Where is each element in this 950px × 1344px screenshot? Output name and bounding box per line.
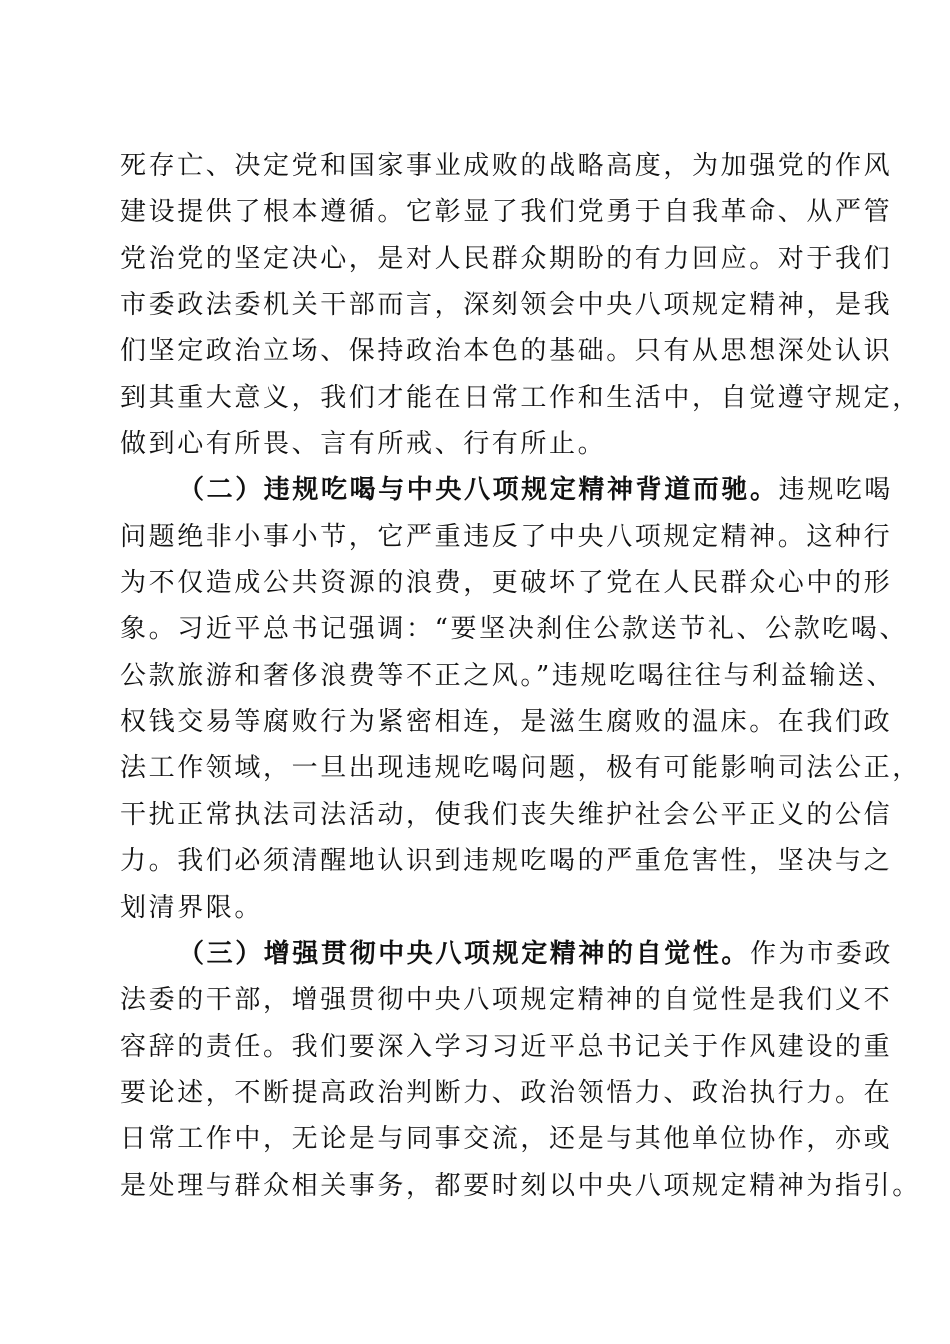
text-line: 为不仅造成公共资源的浪费，更破坏了党在人民群众心中的形 [120,568,893,599]
text-line: 力。我们必须清醒地认识到违规吃喝的严重危害性，坚决与之 [120,846,893,877]
text-line: 要论述，不断提高政治判断力、政治领悟力、政治执行力。在 [120,1077,893,1108]
text-line: 们坚定政治立场、保持政治本色的基础。只有从思想深处认识 [120,336,893,367]
text-line: 死存亡、决定党和国家事业成败的战略高度，为加强党的作风 [120,151,893,181]
paragraph-2 [120,467,921,930]
text-line: 法工作领域，一旦出现违规吃喝问题，极有可能影响司法公正， [120,753,921,784]
text-line: 权钱交易等腐败行为紧密相连，是滋生腐败的温床。在我们政 [120,707,893,738]
section-heading: （二）违规吃喝与中央八项规定精神背道而驰。 [178,475,779,506]
paragraph-1 [120,143,921,467]
text-line: 干扰正常执法司法活动，使我们丧失维护社会公平正义的公信 [120,799,893,830]
text-line: 划清界限。 [120,892,264,923]
text-line: 法委的干部，增强贯彻中央八项规定精神的自觉性是我们义不 [120,985,893,1016]
text-line: 日常工作中，无论是与同事交流，还是与其他单位协作，亦或 [120,1124,893,1155]
section-heading: （三）增强贯彻中央八项规定精神的自觉性。 [178,938,751,969]
text-line: 建设提供了根本遵循。它彰显了我们党勇于自我革命、从严管 [120,197,893,228]
text-line: 到其重大意义，我们才能在日常工作和生活中，自觉遵守规定， [120,382,921,413]
paragraph-3 [120,931,921,1209]
text-line: 市委政法委机关干部而言，深刻领会中央八项规定精神，是我 [120,290,893,321]
text-line [120,467,894,513]
text-run: 作为市委政 [750,938,894,969]
document-body [120,143,921,1209]
text-line: 做到心有所畏、言有所戒、行有所止。 [120,429,607,460]
text-run: 违规吃喝 [778,475,894,506]
text-line: 象。习近平总书记强调：“要坚决刹住公款送节礼、公款吃喝、 [120,614,909,645]
text-line: 问题绝非小事小节，它严重违反了中央八项规定精神。这种行 [120,521,893,552]
text-line: 党治党的坚定决心，是对人民群众期盼的有力回应。对于我们 [120,243,893,274]
text-line: 公款旅游和奢侈浪费等不正之风。”违规吃喝往往与利益输送、 [120,660,896,691]
text-line: 容辞的责任。我们要深入学习习近平总书记关于作风建设的重 [120,1031,893,1062]
text-line [120,931,894,977]
text-line: 是处理与群众相关事务，都要时刻以中央八项规定精神为指引。 [120,1170,921,1201]
